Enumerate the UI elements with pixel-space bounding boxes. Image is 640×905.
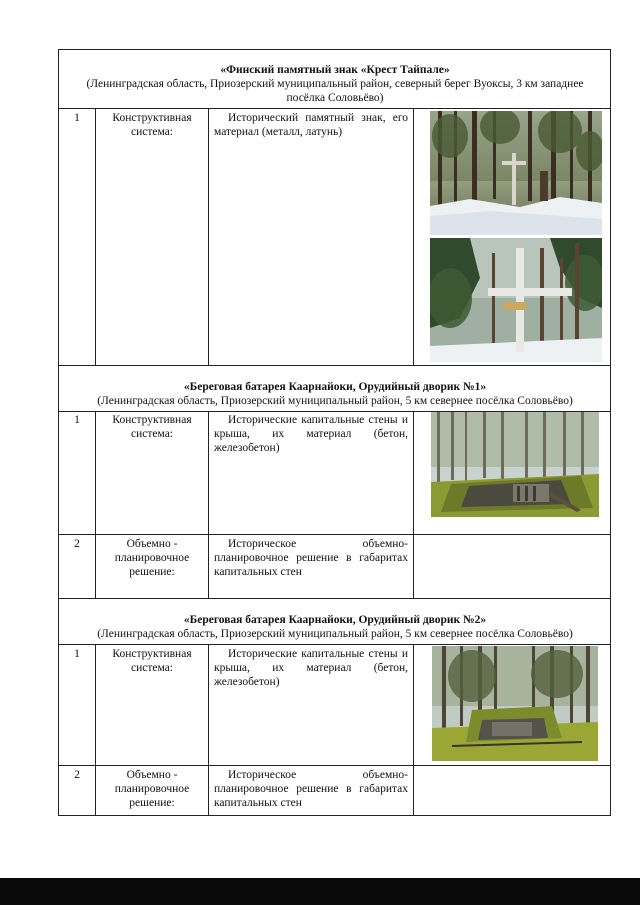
section-3-row-1-label: Конструктивная система: bbox=[112, 648, 192, 674]
section-3-row-1-description: Исторические капитальные стены и крыша, их материал (бетон, железобетон) bbox=[214, 648, 408, 688]
section-3-row-2-number: 2 bbox=[74, 769, 80, 781]
section-2-row-1-number: 1 bbox=[74, 414, 80, 426]
section-3-title: «Береговая батарея Каарнайоки, Орудийный дворик №2» bbox=[183, 614, 487, 626]
scan-border bbox=[0, 878, 640, 905]
section-1-row-1-description: Исторический памятный знак, его материал (металл, латунь) bbox=[214, 112, 408, 138]
cross-memorial-photo-1 bbox=[430, 111, 602, 235]
section-1-row-1-number: 1 bbox=[74, 112, 80, 124]
gun-yard-1-photo bbox=[431, 412, 599, 517]
section-3-row-1-number: 1 bbox=[74, 648, 80, 660]
section-3-row-2-description: Историческое объемно-планировочное решение в габаритах капитальных стен bbox=[214, 769, 408, 809]
section-1-location: (Ленинградская область, Приозерский муниципальный район, северный берег Вуоксы, 3 км западнее посёлка Соловьёво) bbox=[86, 78, 584, 104]
section-1-header bbox=[60, 63, 610, 105]
section-2-row-2-number: 2 bbox=[74, 538, 80, 550]
section-3-location: (Ленинградская область, Приозерский муниципальный район, 5 км севернее посёлка Соловьёво) bbox=[97, 628, 573, 640]
section-1-row-1-label: Конструктивная система: bbox=[112, 112, 192, 138]
section-2-title: «Береговая батарея Каарнайоки, Орудийный дворик №1» bbox=[183, 381, 487, 393]
section-2-row-1-label: Конструктивная система: bbox=[112, 414, 192, 440]
section-2-row-2-description: Историческое объемно-планировочное решение в габаритах капитальных стен bbox=[214, 538, 408, 578]
section-2-location: (Ленинградская область, Приозерский муниципальный район, 5 км севернее посёлка Соловьёво) bbox=[97, 395, 573, 407]
section-2-row-1-description: Исторические капитальные стены и крыша, их материал (бетон, железобетон) bbox=[214, 414, 408, 454]
section-2-row-2-label: Объемно - планировочное решение: bbox=[114, 538, 190, 578]
gun-yard-2-photo bbox=[432, 646, 598, 761]
section-3-row-2-label: Объемно - планировочное решение: bbox=[114, 769, 190, 809]
section-3-header bbox=[60, 613, 610, 641]
cross-memorial-photo-2 bbox=[430, 238, 602, 362]
section-1-title: «Финский памятный знак «Крест Тайпале» bbox=[220, 64, 450, 76]
section-2-header bbox=[60, 380, 610, 408]
